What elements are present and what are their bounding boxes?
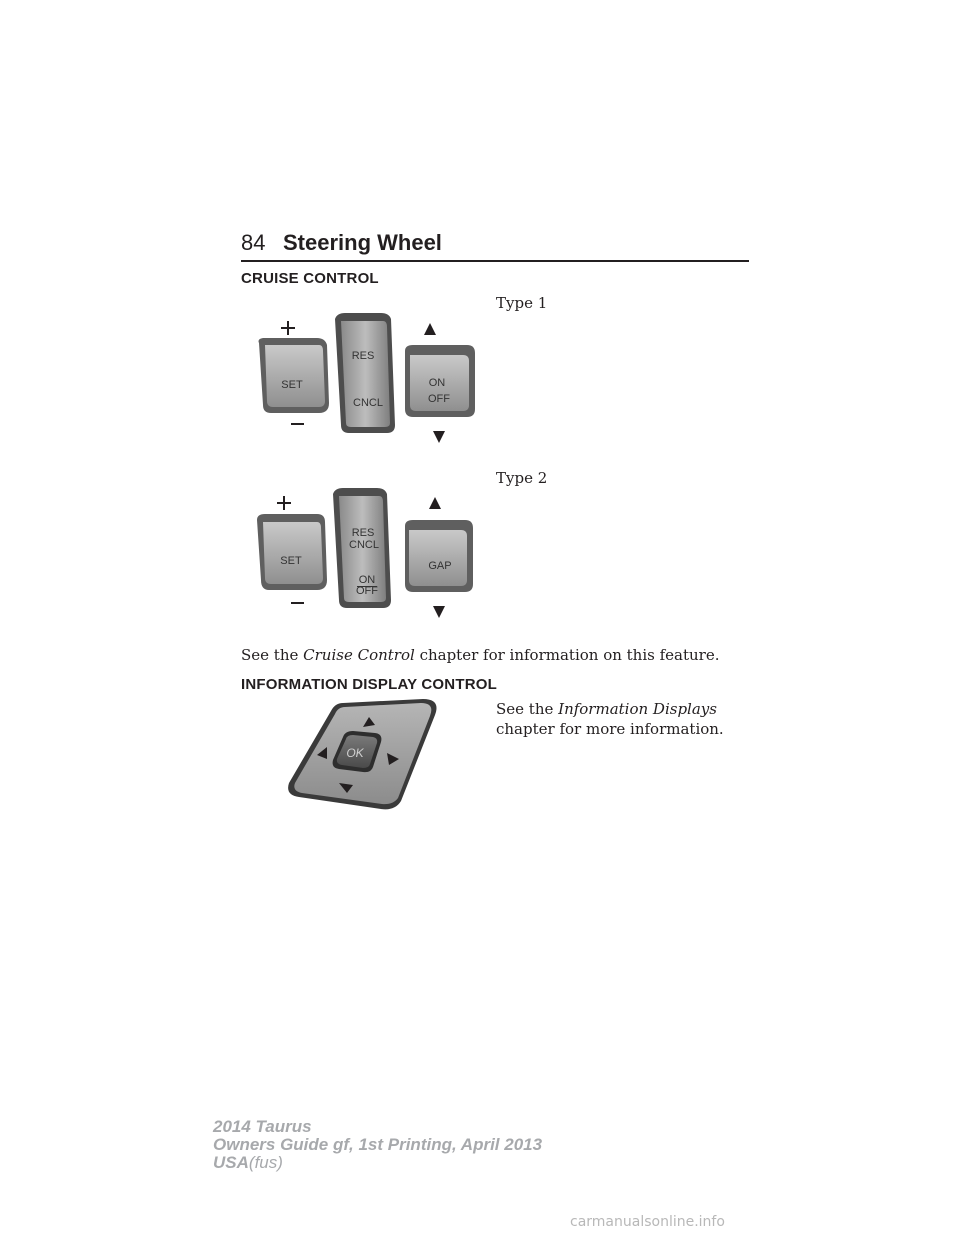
gap-button[interactable] xyxy=(405,520,473,592)
cruise-control-type1-figure xyxy=(245,305,490,455)
plus-icon xyxy=(277,496,291,510)
set-label: SET xyxy=(281,379,303,391)
page-number: 84 xyxy=(241,230,266,255)
chapter-title: Steering Wheel xyxy=(283,230,442,255)
cruise-control-heading: CRUISE CONTROL xyxy=(241,270,379,287)
set-button[interactable] xyxy=(259,338,330,413)
triangle-up-icon xyxy=(429,497,441,509)
information-displays-chapter-reference: Information Displays xyxy=(558,700,717,718)
cruise-control-chapter-reference: Cruise Control xyxy=(303,646,415,664)
information-display-note: See the Information Displays chapter for more information. xyxy=(496,700,724,738)
minus-icon xyxy=(291,602,304,604)
on-label: ON xyxy=(358,574,376,586)
triangle-down-icon xyxy=(433,606,445,618)
triangle-down-icon xyxy=(433,431,445,443)
header-divider xyxy=(241,260,749,262)
cncl-label: CNCL xyxy=(349,539,379,551)
gap-label: GAP xyxy=(428,560,452,572)
triangle-up-icon xyxy=(424,323,436,335)
plus-icon xyxy=(281,321,295,335)
footer-edition: Owners Guide gf, 1st Printing, April 2013 xyxy=(213,1135,543,1154)
footer-model: 2014 Taurus xyxy=(213,1117,312,1136)
ok-label: OK xyxy=(346,746,364,760)
document-footer xyxy=(213,1118,542,1172)
res-cncl-on-off-button[interactable] xyxy=(333,488,391,608)
cncl-label: CNCL xyxy=(353,397,383,409)
footer-market: USA(fus) xyxy=(213,1153,283,1172)
cruise-control-note: See the Cruise Control chapter for information on this feature. xyxy=(241,646,720,664)
cruise-control-type2-figure xyxy=(245,480,490,630)
set-label: SET xyxy=(280,555,302,567)
type2-caption: Type 2 xyxy=(496,469,548,487)
information-display-heading: INFORMATION DISPLAY CONTROL xyxy=(241,676,497,693)
type1-caption: Type 1 xyxy=(496,294,548,312)
res-label: RES xyxy=(351,527,375,539)
on-label: ON xyxy=(428,377,446,389)
res-label: RES xyxy=(351,350,375,362)
minus-icon xyxy=(291,423,304,425)
off-label: OFF xyxy=(428,393,450,405)
off-label: OFF xyxy=(356,585,378,597)
res-cncl-button[interactable] xyxy=(335,313,395,433)
on-off-button[interactable] xyxy=(405,345,475,417)
watermark: carmanualsonline.info xyxy=(570,1214,725,1230)
set-button[interactable] xyxy=(257,514,327,590)
information-display-control-figure xyxy=(283,697,443,813)
